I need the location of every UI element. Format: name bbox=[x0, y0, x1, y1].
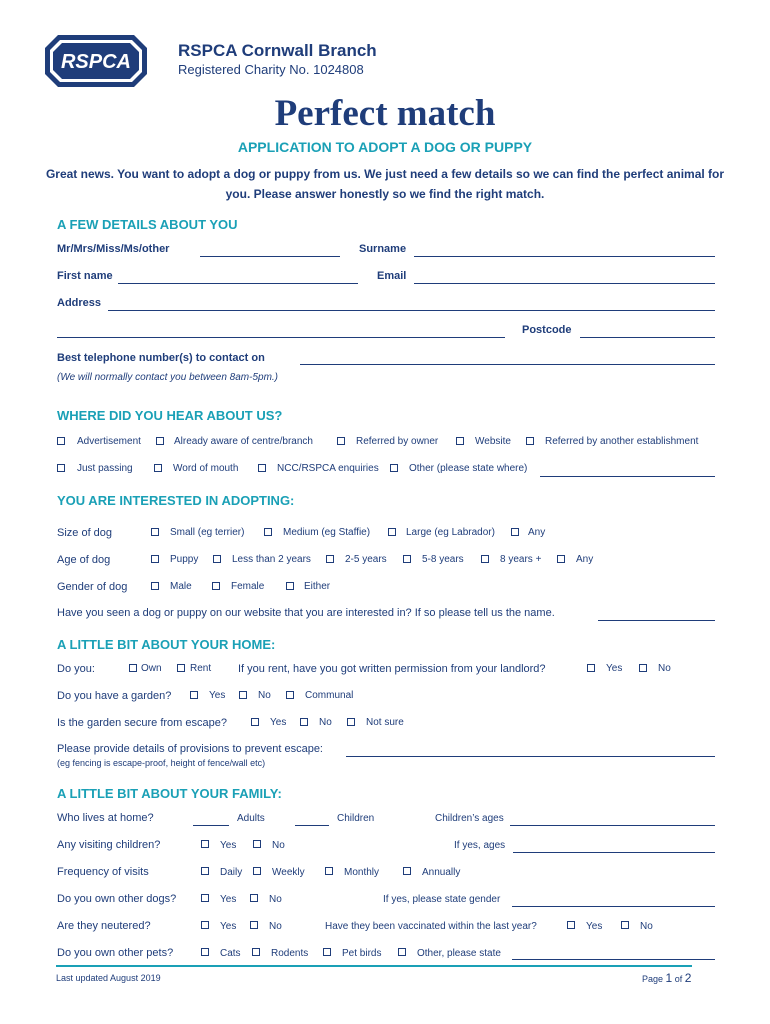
postcode-label: Postcode bbox=[522, 324, 572, 336]
section-details-heading: A FEW DETAILS ABOUT YOU bbox=[57, 217, 238, 232]
checkbox-age-puppy[interactable] bbox=[151, 555, 159, 563]
provisions-field[interactable] bbox=[346, 756, 715, 757]
website-dog-name-field[interactable] bbox=[598, 620, 715, 621]
checkbox-own[interactable] bbox=[129, 664, 137, 672]
checkbox-freq-annually[interactable] bbox=[403, 867, 411, 875]
section-interest-heading: YOU ARE INTERESTED IN ADOPTING: bbox=[57, 493, 295, 508]
garden-secure-question: Is the garden secure from escape? bbox=[57, 717, 227, 729]
surname-field[interactable] bbox=[414, 256, 715, 257]
gender-label: Gender of dog bbox=[57, 581, 128, 593]
title-field[interactable] bbox=[200, 256, 340, 257]
option-ncc-rspca: NCC/RSPCA enquiries bbox=[277, 463, 379, 474]
checkbox-gender-female[interactable] bbox=[212, 582, 220, 590]
option-age-puppy: Puppy bbox=[170, 554, 199, 565]
option-dogs-no: No bbox=[269, 894, 282, 905]
checkbox-garden-no[interactable] bbox=[239, 691, 247, 699]
checkbox-secure-not-sure[interactable] bbox=[347, 718, 355, 726]
option-size-small: Small (eg terrier) bbox=[170, 527, 245, 538]
checkbox-gender-either[interactable] bbox=[286, 582, 294, 590]
checkbox-age-2-5[interactable] bbox=[326, 555, 334, 563]
childrens-ages-label: Children’s ages bbox=[435, 813, 504, 824]
logo-text: RSPCA bbox=[60, 51, 132, 73]
checkbox-garden-yes[interactable] bbox=[190, 691, 198, 699]
postcode-field[interactable] bbox=[580, 337, 715, 338]
dogs-gender-field[interactable] bbox=[512, 906, 715, 907]
garden-question: Do you have a garden? bbox=[57, 690, 172, 702]
provisions-question: Please provide details of provisions to prevent escape: bbox=[57, 743, 323, 755]
option-size-any: Any bbox=[528, 527, 546, 538]
option-own: Own bbox=[141, 663, 162, 674]
checkbox-size-any[interactable] bbox=[511, 528, 519, 536]
option-word-of-mouth: Word of mouth bbox=[173, 463, 239, 474]
checkbox-neutered-yes[interactable] bbox=[201, 921, 209, 929]
visit-frequency-label: Frequency of visits bbox=[57, 866, 149, 878]
dogs-gender-label: If yes, please state gender bbox=[383, 894, 501, 905]
address-label: Address bbox=[57, 297, 102, 309]
checkbox-age-under-2[interactable] bbox=[213, 555, 221, 563]
checkbox-website[interactable] bbox=[456, 437, 464, 445]
option-referred-by-owner: Referred by owner bbox=[356, 436, 439, 447]
checkbox-freq-weekly[interactable] bbox=[253, 867, 261, 875]
option-size-medium: Medium (eg Staffie) bbox=[283, 527, 371, 538]
checkbox-pets-other[interactable] bbox=[398, 948, 406, 956]
option-advertisement: Advertisement bbox=[77, 436, 141, 447]
option-freq-monthly: Monthly bbox=[344, 867, 380, 878]
other-pets-question: Do you own other pets? bbox=[57, 947, 174, 959]
checkbox-ncc-rspca[interactable] bbox=[258, 464, 266, 472]
option-freq-weekly: Weekly bbox=[272, 867, 305, 878]
checkbox-size-large[interactable] bbox=[388, 528, 396, 536]
option-permission-yes: Yes bbox=[606, 663, 623, 674]
option-website: Website bbox=[475, 436, 511, 447]
adults-label: Adults bbox=[237, 813, 265, 824]
section-home-heading: A LITTLE BIT ABOUT YOUR HOME: bbox=[57, 637, 276, 652]
option-secure-no: No bbox=[319, 717, 332, 728]
option-age-2-5: 2-5 years bbox=[345, 554, 387, 565]
checkbox-pets-cats[interactable] bbox=[201, 948, 209, 956]
option-permission-no: No bbox=[658, 663, 671, 674]
checkbox-word-of-mouth[interactable] bbox=[154, 464, 162, 472]
email-label: Email bbox=[377, 270, 407, 282]
option-already-aware: Already aware of centre/branch bbox=[174, 436, 313, 447]
option-pets-rodents: Rodents bbox=[271, 948, 309, 959]
option-garden-no: No bbox=[258, 690, 271, 701]
visiting-children-question: Any visiting children? bbox=[57, 839, 161, 851]
checkbox-just-passing[interactable] bbox=[57, 464, 65, 472]
charity-number: Registered Charity No. 1024808 bbox=[178, 62, 364, 77]
option-rent: Rent bbox=[190, 663, 212, 674]
visiting-ages-field[interactable] bbox=[513, 852, 715, 853]
option-visiting-yes: Yes bbox=[220, 840, 237, 851]
checkbox-permission-yes[interactable] bbox=[587, 664, 595, 672]
option-vaccinated-no: No bbox=[640, 921, 653, 932]
who-lives-question: Who lives at home? bbox=[57, 812, 154, 824]
option-age-5-8: 5-8 years bbox=[422, 554, 464, 565]
checkbox-already-aware[interactable] bbox=[156, 437, 164, 445]
title-label: Mr/Mrs/Miss/Ms/other bbox=[57, 243, 170, 255]
size-label: Size of dog bbox=[57, 527, 113, 539]
option-gender-female: Female bbox=[231, 581, 265, 592]
phone-label: Best telephone number(s) to contact on bbox=[57, 352, 265, 364]
page-number bbox=[642, 971, 691, 985]
section-hear-heading: WHERE DID YOU HEAR ABOUT US? bbox=[57, 408, 283, 423]
option-secure-not-sure: Not sure bbox=[366, 717, 404, 728]
option-age-under-2: Less than 2 years bbox=[232, 554, 311, 565]
option-referred-by-establishment: Referred by another establishment bbox=[545, 436, 699, 447]
checkbox-neutered-no[interactable] bbox=[250, 921, 258, 929]
checkbox-age-any[interactable] bbox=[557, 555, 565, 563]
checkbox-gender-male[interactable] bbox=[151, 582, 159, 590]
checkbox-vaccinated-no[interactable] bbox=[621, 921, 629, 929]
page-total: 2 bbox=[684, 971, 692, 985]
checkbox-size-small[interactable] bbox=[151, 528, 159, 536]
option-freq-daily: Daily bbox=[220, 867, 243, 878]
checkbox-freq-monthly[interactable] bbox=[325, 867, 333, 875]
first-name-field[interactable] bbox=[118, 283, 358, 284]
option-age-8-plus: 8 years + bbox=[500, 554, 542, 565]
childrens-ages-field[interactable] bbox=[510, 825, 715, 826]
surname-label: Surname bbox=[359, 243, 407, 255]
provisions-note: (eg fencing is escape-proof, height of fence/wall etc) bbox=[57, 758, 266, 768]
option-vaccinated-yes: Yes bbox=[586, 921, 603, 932]
other-pets-field[interactable] bbox=[512, 959, 715, 960]
option-neutered-no: No bbox=[269, 921, 282, 932]
address-field-line-2[interactable] bbox=[57, 337, 505, 338]
checkbox-garden-communal[interactable] bbox=[286, 691, 294, 699]
option-visiting-no: No bbox=[272, 840, 285, 851]
checkbox-age-8-plus[interactable] bbox=[481, 555, 489, 563]
last-updated: Last updated August 2019 bbox=[56, 973, 161, 983]
option-pets-birds: Pet birds bbox=[342, 948, 382, 959]
visiting-ages-label: If yes, ages bbox=[454, 840, 506, 851]
checkbox-vaccinated-yes[interactable] bbox=[567, 921, 575, 929]
page-current: 1 bbox=[665, 971, 673, 985]
checkbox-pets-rodents[interactable] bbox=[252, 948, 260, 956]
checkbox-advertisement[interactable] bbox=[57, 437, 65, 445]
checkbox-referred-by-establishment[interactable] bbox=[526, 437, 534, 445]
option-pets-other: Other, please state bbox=[417, 948, 501, 959]
checkbox-secure-no[interactable] bbox=[300, 718, 308, 726]
footer-rule bbox=[56, 965, 692, 967]
option-gender-either: Either bbox=[304, 581, 331, 592]
checkbox-size-medium[interactable] bbox=[264, 528, 272, 536]
neutered-question: Are they neutered? bbox=[57, 920, 151, 932]
option-size-large: Large (eg Labrador) bbox=[406, 527, 495, 538]
page-word: Page bbox=[642, 974, 664, 984]
checkbox-freq-daily[interactable] bbox=[201, 867, 209, 875]
option-just-passing: Just passing bbox=[77, 463, 133, 474]
age-label: Age of dog bbox=[57, 554, 111, 566]
other-where-field[interactable] bbox=[540, 476, 715, 477]
option-freq-annually: Annually bbox=[422, 867, 461, 878]
phone-field[interactable] bbox=[300, 364, 715, 365]
vaccinated-question: Have they been vaccinated within the last year? bbox=[325, 921, 537, 932]
checkbox-pets-birds[interactable] bbox=[323, 948, 331, 956]
rspca-logo bbox=[44, 34, 148, 88]
checkbox-visiting-no[interactable] bbox=[253, 840, 261, 848]
checkbox-secure-yes[interactable] bbox=[251, 718, 259, 726]
phone-note: (We will normally contact you between 8am-5pm.) bbox=[57, 372, 279, 383]
option-gender-male: Male bbox=[170, 581, 192, 592]
option-garden-communal: Communal bbox=[305, 690, 354, 701]
checkbox-visiting-yes[interactable] bbox=[201, 840, 209, 848]
children-count-field[interactable] bbox=[295, 825, 329, 826]
checkbox-dogs-yes[interactable] bbox=[201, 894, 209, 902]
first-name-label: First name bbox=[57, 270, 113, 282]
option-other-where: Other (please state where) bbox=[409, 463, 528, 474]
adults-count-field[interactable] bbox=[193, 825, 229, 826]
children-label: Children bbox=[337, 813, 375, 824]
intro-text: Great news. You want to adopt a dog or puppy from us. We just need a few details so we can find the perfect animal for you. Please answer honestly so we find the right match. bbox=[45, 167, 725, 201]
page-subtitle: APPLICATION TO ADOPT A DOG OR PUPPY bbox=[237, 139, 533, 155]
address-field-line-1[interactable] bbox=[108, 310, 715, 311]
email-field[interactable] bbox=[414, 283, 715, 284]
option-neutered-yes: Yes bbox=[220, 921, 237, 932]
section-family-heading: A LITTLE BIT ABOUT YOUR FAMILY: bbox=[57, 786, 282, 801]
option-pets-cats: Cats bbox=[220, 948, 241, 959]
checkbox-referred-by-owner[interactable] bbox=[337, 437, 345, 445]
of-word: of bbox=[674, 974, 683, 984]
other-dogs-question: Do you own other dogs? bbox=[57, 893, 177, 905]
checkbox-age-5-8[interactable] bbox=[403, 555, 411, 563]
page-title: Perfect match bbox=[274, 93, 496, 134]
checkbox-rent[interactable] bbox=[177, 664, 185, 672]
checkbox-permission-no[interactable] bbox=[639, 664, 647, 672]
org-name: RSPCA Cornwall Branch bbox=[178, 41, 377, 60]
option-garden-yes: Yes bbox=[209, 690, 226, 701]
checkbox-other-where[interactable] bbox=[390, 464, 398, 472]
option-age-any: Any bbox=[576, 554, 594, 565]
option-secure-yes: Yes bbox=[270, 717, 287, 728]
website-question: Have you seen a dog or puppy on our website that you are interested in? If so please tell us the name. bbox=[57, 607, 555, 619]
rent-permission-question: If you rent, have you got written permission from your landlord? bbox=[238, 663, 546, 675]
option-dogs-yes: Yes bbox=[220, 894, 237, 905]
checkbox-dogs-no[interactable] bbox=[250, 894, 258, 902]
do-you-label: Do you: bbox=[57, 663, 95, 675]
